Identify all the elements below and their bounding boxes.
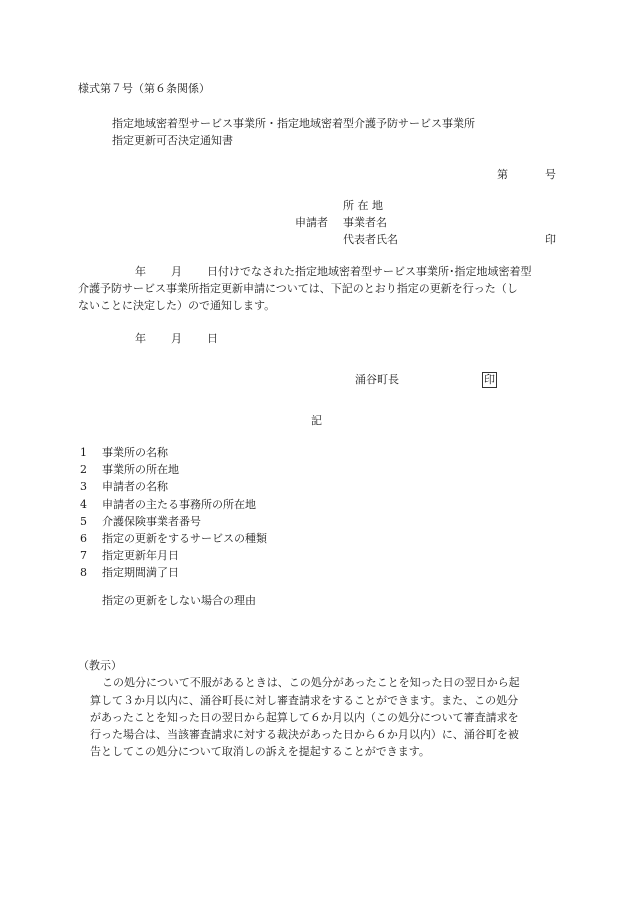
issue-day: 日 (207, 332, 218, 345)
body-line-3: ないことに決定した）ので通知します。 (78, 299, 276, 312)
reason-label: 指定の更新をしない場合の理由 (102, 594, 256, 607)
title-line-1: 指定地域密着型サービス事業所・指定地域密着型介護予防サービス事業所 (112, 117, 475, 130)
applicant-address-label: 所 在 地 (343, 199, 383, 212)
list-item: 7 指定更新年月日 (80, 549, 179, 563)
applicant-label: 申請者 (295, 216, 328, 229)
document-number-suffix: 号 (545, 168, 556, 181)
body-year: 年 (135, 265, 146, 278)
issuer-name: 涌谷町長 (355, 373, 399, 386)
document-number-prefix: 第 (497, 168, 508, 181)
body-line-2: 介護予防サービス事業所指定更新申請については、下記のとおり指定の更新を行った（し (78, 282, 518, 295)
applicant-representative-label: 代表者氏名 (343, 233, 398, 246)
list-item: 5 介護保険事業者番号 (80, 514, 201, 528)
items-list (80, 446, 267, 584)
issuer-seal-box: 印 (484, 373, 495, 386)
body-line-1: 日付けでなされた指定地域密着型サービス事業所･指定地域密着型 (207, 265, 532, 278)
list-item: 8 指定期間満了日 (80, 566, 179, 580)
list-item: 4 申請者の主たる事務所の所在地 (80, 497, 256, 511)
form-number: 様式第７号（第６条関係） (78, 82, 210, 95)
notice-line-1: この処分について不服があるときは、この処分があったことを知った日の翌日から起 (102, 676, 520, 689)
notice-line-2: 算して３か月以内に、涌谷町長に対し審査請求をすることができます。また、この処分 (90, 694, 519, 707)
title-line-2: 指定更新可否決定通知書 (112, 134, 233, 147)
notice-line-3: があったことを知った日の翌日から起算して６か月以内（この処分について審査請求を (90, 711, 519, 724)
list-item: 6 指定の更新をするサービスの種類 (80, 531, 267, 545)
notice-heading: （教示） (78, 659, 122, 672)
applicant-name-label: 事業者名 (343, 216, 387, 229)
list-item: 1 事業所の名称 (80, 446, 168, 459)
list-item: 3 申請者の名称 (80, 480, 168, 494)
notice-line-5: 告としてこの処分について取消しの訴えを提起することができます。 (90, 745, 430, 758)
ki-heading: 記 (311, 414, 322, 427)
body-month: 月 (171, 265, 182, 278)
issue-year: 年 (135, 332, 146, 345)
list-item: 2 事業所の所在地 (80, 463, 179, 477)
applicant-seal: 印 (545, 233, 556, 246)
issue-month: 月 (171, 332, 182, 345)
notice-line-4: 行った場合は、当該審査請求に対する裁決があった日から６か月以内）に、涌谷町を被 (90, 728, 519, 741)
